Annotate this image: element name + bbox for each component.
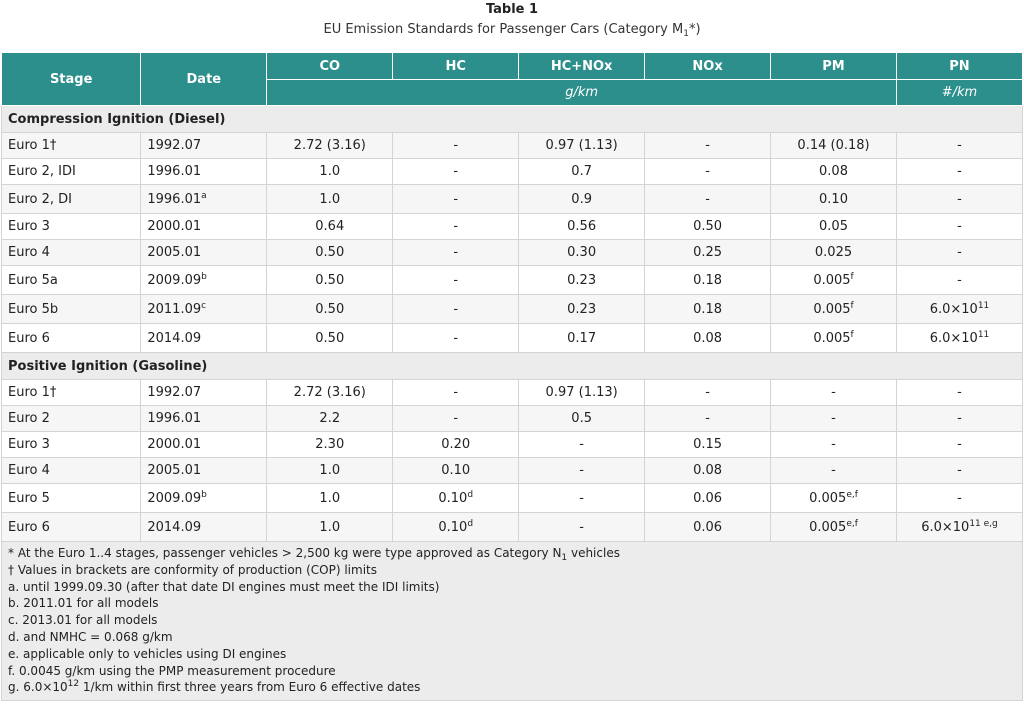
- header-pn: PN: [896, 53, 1022, 80]
- cell-stage: [2, 406, 141, 432]
- cell-nox: [645, 185, 771, 214]
- cell-pm-value: 0.005: [813, 272, 851, 288]
- cell-nox-value: 0.08: [693, 463, 723, 478]
- cell-nox: [645, 406, 771, 432]
- cell-nox-value: -: [705, 138, 710, 153]
- cell-hc-nox: [519, 295, 645, 324]
- cell-stage-value: Euro 1†: [8, 385, 57, 400]
- cell-hc-nox-value: 0.56: [567, 219, 597, 234]
- cell-co-value: 1.0: [319, 463, 341, 478]
- cell-date: [141, 324, 267, 353]
- cell-date: [141, 185, 267, 214]
- cell-hc-nox: [519, 513, 645, 542]
- cell-nox: [645, 295, 771, 324]
- cell-stage: [2, 214, 141, 240]
- cell-pm-value: 0.05: [819, 219, 848, 234]
- cell-date-value: 2000.01: [147, 437, 202, 452]
- cell-hc-value: -: [453, 245, 459, 260]
- cell-stage: [2, 432, 141, 458]
- cell-hc-nox: [519, 406, 645, 432]
- cell-pn-value: -: [957, 138, 962, 153]
- table-row: [2, 133, 1023, 159]
- cell-hc-value: -: [453, 330, 459, 346]
- cell-hc: [393, 324, 519, 353]
- cell-nox-value: 0.08: [693, 330, 723, 346]
- cell-pn-value: 6.0×10: [929, 301, 978, 317]
- cell-hc-nox: [519, 214, 645, 240]
- footnote-text: b. 2011.01 for all models: [8, 596, 159, 611]
- cell-hc-nox: [519, 380, 645, 406]
- cell-pn: [896, 380, 1022, 406]
- cell-nox-value: 0.06: [693, 490, 723, 506]
- cell-date-value: 2005.01: [147, 245, 202, 260]
- table-row: [2, 458, 1023, 484]
- cell-hc: [393, 380, 519, 406]
- cell-nox-value: -: [705, 385, 710, 400]
- cell-stage-value: Euro 2: [8, 411, 50, 426]
- cell-pn: [896, 266, 1022, 295]
- cell-hc-nox-value: -: [579, 519, 584, 535]
- footnote: [8, 595, 1016, 612]
- cell-co: [267, 240, 393, 266]
- cell-date-value: 1992.07: [147, 385, 202, 400]
- emission-standards-table: [1, 52, 1023, 701]
- cell-pn-value: -: [957, 272, 962, 288]
- cell-date-value: 2009.09: [147, 490, 202, 506]
- cell-co: [267, 295, 393, 324]
- cell-co: [267, 266, 393, 295]
- cell-pn: [896, 295, 1022, 324]
- cell-hc-value: -: [453, 411, 459, 426]
- cell-co-value: 1.0: [319, 490, 341, 506]
- cell-hc-value: -: [453, 191, 459, 207]
- cell-co-value: 1.0: [319, 519, 341, 535]
- cell-hc-value: 0.10: [441, 463, 471, 478]
- cell-hc-nox: [519, 484, 645, 513]
- cell-pm: [771, 214, 897, 240]
- header-stage: Stage: [2, 53, 141, 106]
- cell-pm-value: 0.005: [813, 330, 851, 346]
- header-nox: NOx: [645, 53, 771, 80]
- cell-pm-footnote-mark: e,f: [846, 489, 858, 500]
- cell-pm-value: 0.025: [814, 245, 853, 260]
- cell-stage-value: Euro 5b: [8, 301, 59, 317]
- cell-pm-footnote-mark: f: [850, 271, 854, 282]
- cell-hc-nox-value: 0.7: [571, 164, 592, 179]
- header-date: Date: [141, 53, 267, 106]
- subtitle-text: EU Emission Standards for Passenger Cars (Category M: [323, 22, 684, 37]
- group-row: [2, 353, 1023, 380]
- table-body: [2, 106, 1023, 542]
- cell-stage: [2, 159, 141, 185]
- cell-pn: [896, 484, 1022, 513]
- footnote: [8, 646, 1016, 663]
- cell-hc-nox-value: 0.97 (1.13): [545, 138, 618, 153]
- cell-pn: [896, 432, 1022, 458]
- cell-hc: [393, 266, 519, 295]
- footnote-text: * At the Euro 1..4 stages, passenger vehicles > 2,500 kg were type approved as Category N: [8, 546, 562, 560]
- table-row: [2, 266, 1023, 295]
- cell-pm-footnote-mark: f: [850, 329, 854, 340]
- cell-hc: [393, 214, 519, 240]
- cell-hc-nox-value: 0.5: [571, 411, 592, 426]
- cell-stage: [2, 380, 141, 406]
- cell-stage-value: Euro 6: [8, 330, 50, 346]
- footnote-text: f. 0.0045 g/km using the PMP measurement procedure: [8, 663, 336, 678]
- cell-co: [267, 133, 393, 159]
- cell-stage-value: Euro 5: [8, 490, 50, 506]
- table-row: [2, 295, 1023, 324]
- cell-stage: [2, 133, 141, 159]
- footnote-text: g. 6.0×10: [8, 680, 68, 695]
- cell-pn-value: -: [957, 463, 962, 478]
- cell-nox-value: -: [705, 191, 710, 207]
- cell-pn: [896, 133, 1022, 159]
- table-row: [2, 240, 1023, 266]
- cell-date-value: 2014.09: [147, 330, 202, 346]
- cell-hc: [393, 484, 519, 513]
- cell-co-value: 1.0: [319, 164, 341, 179]
- cell-date: [141, 214, 267, 240]
- cell-hc-nox: [519, 266, 645, 295]
- cell-pn-value: 6.0×10: [929, 330, 978, 346]
- cell-stage-value: Euro 4: [8, 463, 50, 478]
- cell-pn: [896, 159, 1022, 185]
- cell-pm-value: -: [831, 411, 836, 426]
- footnote-text: d. and NMHC = 0.068 g/km: [8, 629, 173, 644]
- cell-hc-value: 0.10: [438, 519, 468, 535]
- cell-date-footnote-mark: c: [201, 300, 207, 311]
- table-row: [2, 159, 1023, 185]
- cell-pm: [771, 484, 897, 513]
- cell-co: [267, 458, 393, 484]
- cell-nox: [645, 133, 771, 159]
- cell-co-value: 0.50: [315, 272, 345, 288]
- cell-co-value: 0.50: [315, 330, 345, 346]
- cell-hc-value: -: [453, 138, 459, 153]
- cell-date: [141, 458, 267, 484]
- cell-pm: [771, 240, 897, 266]
- subtitle-subscript: 1: [683, 29, 689, 39]
- cell-pm: [771, 185, 897, 214]
- cell-nox: [645, 324, 771, 353]
- table-row: [2, 513, 1023, 542]
- cell-pn-value: -: [957, 385, 962, 400]
- cell-pn: [896, 324, 1022, 353]
- cell-date-value: 2011.09: [147, 301, 202, 317]
- header-pm: PM: [771, 53, 897, 80]
- cell-date-footnote-mark: b: [201, 489, 207, 500]
- cell-co: [267, 432, 393, 458]
- cell-co-value: 0.64: [315, 219, 345, 234]
- cell-nox: [645, 214, 771, 240]
- cell-stage: [2, 484, 141, 513]
- cell-nox-value: -: [705, 411, 710, 426]
- cell-co: [267, 513, 393, 542]
- cell-hc-nox: [519, 159, 645, 185]
- cell-hc-value: 0.10: [438, 490, 468, 506]
- cell-pn-footnote-mark: 11: [977, 300, 990, 311]
- cell-date-value: 2005.01: [147, 463, 202, 478]
- cell-nox: [645, 240, 771, 266]
- cell-stage-value: Euro 3: [8, 437, 50, 452]
- cell-pn: [896, 406, 1022, 432]
- cell-stage: [2, 458, 141, 484]
- cell-stage: [2, 185, 141, 214]
- header-hc: HC: [393, 53, 519, 80]
- header-unit-gkm: g/km: [267, 80, 897, 106]
- cell-pn: [896, 513, 1022, 542]
- group-label: Positive Ignition (Gasoline): [2, 353, 1023, 380]
- footnote-subscript: 1: [561, 553, 568, 563]
- cell-nox: [645, 458, 771, 484]
- table-header: [2, 53, 1023, 106]
- footnote: [8, 562, 1016, 579]
- cell-pn-footnote-mark: 11 e,g: [969, 518, 998, 529]
- footnotes-cell: [2, 542, 1023, 701]
- cell-stage-value: Euro 5a: [8, 272, 58, 288]
- cell-hc: [393, 240, 519, 266]
- cell-pm-value: 0.14 (0.18): [797, 138, 870, 153]
- cell-pm-value: -: [831, 385, 836, 400]
- cell-nox-value: 0.15: [693, 437, 723, 452]
- cell-hc-footnote-mark: d: [467, 489, 474, 500]
- cell-hc-nox-value: -: [579, 437, 584, 452]
- cell-date: [141, 406, 267, 432]
- cell-hc-nox-value: 0.23: [567, 272, 597, 288]
- cell-pn-value: -: [957, 191, 962, 207]
- table-row: [2, 214, 1023, 240]
- table-row: [2, 406, 1023, 432]
- cell-co: [267, 185, 393, 214]
- cell-stage-value: Euro 1†: [8, 138, 57, 153]
- cell-pn-footnote-mark: 11: [977, 329, 990, 340]
- cell-date: [141, 159, 267, 185]
- footnote: [8, 545, 1016, 562]
- cell-pm-value: -: [831, 437, 836, 452]
- cell-hc: [393, 513, 519, 542]
- group-label: Compression Ignition (Diesel): [2, 106, 1023, 133]
- cell-co: [267, 324, 393, 353]
- cell-date: [141, 240, 267, 266]
- cell-stage: [2, 240, 141, 266]
- cell-pn-value: -: [957, 219, 962, 234]
- cell-co: [267, 214, 393, 240]
- cell-co-value: 2.30: [315, 437, 345, 452]
- cell-hc-nox: [519, 240, 645, 266]
- cell-pn: [896, 214, 1022, 240]
- cell-co-value: 1.0: [319, 191, 341, 207]
- footnote-superscript: 12: [67, 679, 80, 690]
- cell-hc-nox-value: 0.30: [567, 245, 597, 260]
- cell-stage-value: Euro 6: [8, 519, 50, 535]
- group-row: [2, 106, 1023, 133]
- cell-hc: [393, 458, 519, 484]
- table-row: [2, 324, 1023, 353]
- footnote: [8, 663, 1016, 680]
- cell-pm: [771, 133, 897, 159]
- cell-hc-value: -: [453, 301, 459, 317]
- cell-pn: [896, 458, 1022, 484]
- cell-date: [141, 513, 267, 542]
- footnote-tail: 1/km within first three years from Euro 6 effective dates: [79, 680, 421, 695]
- cell-pm: [771, 380, 897, 406]
- cell-pn-value: -: [957, 490, 962, 506]
- cell-nox: [645, 380, 771, 406]
- cell-pn-value: -: [957, 411, 962, 426]
- cell-hc-nox: [519, 458, 645, 484]
- cell-hc-nox-value: 0.23: [567, 301, 597, 317]
- cell-stage-value: Euro 2, IDI: [8, 164, 76, 179]
- cell-hc: [393, 295, 519, 324]
- cell-pn-value: -: [957, 245, 962, 260]
- cell-hc-value: -: [453, 219, 459, 234]
- table-row: [2, 380, 1023, 406]
- cell-nox: [645, 513, 771, 542]
- cell-pm-value: -: [831, 463, 836, 478]
- cell-pm: [771, 324, 897, 353]
- cell-date: [141, 484, 267, 513]
- cell-hc-value: -: [453, 385, 459, 400]
- cell-pn: [896, 240, 1022, 266]
- cell-stage: [2, 295, 141, 324]
- cell-date-value: 2000.01: [147, 219, 202, 234]
- cell-co: [267, 406, 393, 432]
- header-hc-nox: HC+NOx: [519, 53, 645, 80]
- cell-stage: [2, 513, 141, 542]
- footnote-text: † Values in brackets are conformity of production (COP) limits: [8, 562, 377, 577]
- cell-co-value: 0.50: [315, 301, 345, 317]
- subtitle-suffix: *): [688, 22, 701, 37]
- cell-pm-value: 0.005: [813, 301, 851, 317]
- cell-nox-value: 0.06: [693, 519, 723, 535]
- cell-nox-value: 0.50: [693, 219, 723, 234]
- cell-hc-nox-value: 0.97 (1.13): [545, 385, 618, 400]
- cell-stage-value: Euro 4: [8, 245, 50, 260]
- footnote-text: c. 2013.01 for all models: [8, 613, 158, 628]
- cell-hc-nox-value: 0.9: [571, 191, 592, 207]
- cell-hc-nox-value: 0.17: [567, 330, 597, 346]
- cell-hc-nox: [519, 133, 645, 159]
- cell-date: [141, 133, 267, 159]
- cell-hc-nox: [519, 432, 645, 458]
- cell-nox-value: 0.18: [693, 272, 723, 288]
- cell-date-footnote-mark: b: [201, 271, 207, 282]
- cell-date: [141, 295, 267, 324]
- cell-nox: [645, 159, 771, 185]
- cell-nox-value: -: [705, 164, 710, 179]
- cell-co: [267, 380, 393, 406]
- cell-hc: [393, 185, 519, 214]
- cell-date: [141, 266, 267, 295]
- cell-pm-value: 0.10: [819, 191, 848, 207]
- cell-nox-value: 0.18: [693, 301, 723, 317]
- cell-pn-value: -: [957, 437, 962, 452]
- cell-stage: [2, 324, 141, 353]
- table-subtitle: [0, 18, 1024, 42]
- header-unit-pn: #/km: [896, 80, 1022, 106]
- table-row: [2, 432, 1023, 458]
- cell-co-value: 2.72 (3.16): [293, 385, 366, 400]
- cell-hc-nox-value: -: [579, 463, 584, 478]
- cell-hc-nox-value: -: [579, 490, 584, 506]
- cell-date-value: 1992.07: [147, 138, 202, 153]
- footnote-text: a. until 1999.09.30 (after that date DI engines must meet the IDI limits): [8, 579, 440, 594]
- table-title-block: [0, 0, 1024, 52]
- cell-date-value: 1996.01: [147, 411, 202, 426]
- header-co: CO: [267, 53, 393, 80]
- cell-stage: [2, 266, 141, 295]
- cell-co-value: 0.50: [315, 245, 345, 260]
- cell-nox-value: 0.25: [693, 245, 723, 260]
- footnote-tail: vehicles: [567, 546, 620, 560]
- cell-pm-value: 0.005: [809, 519, 847, 535]
- cell-date: [141, 432, 267, 458]
- cell-hc: [393, 406, 519, 432]
- footnote-text: e. applicable only to vehicles using DI engines: [8, 646, 287, 661]
- cell-hc-footnote-mark: d: [467, 518, 474, 529]
- cell-hc-nox: [519, 324, 645, 353]
- cell-date-value: 1996.01: [147, 164, 202, 179]
- cell-hc-value: -: [453, 164, 459, 179]
- cell-pm-value: 0.08: [819, 164, 848, 179]
- cell-pm: [771, 513, 897, 542]
- cell-pm-footnote-mark: e,f: [846, 518, 858, 529]
- cell-stage-value: Euro 2, DI: [8, 191, 72, 207]
- cell-pm: [771, 266, 897, 295]
- cell-co-value: 2.72 (3.16): [293, 138, 366, 153]
- cell-pm-footnote-mark: f: [850, 300, 854, 311]
- footnote: [8, 629, 1016, 646]
- cell-pm: [771, 458, 897, 484]
- cell-pm: [771, 295, 897, 324]
- cell-pm: [771, 159, 897, 185]
- cell-hc: [393, 159, 519, 185]
- cell-nox: [645, 484, 771, 513]
- footnote: [8, 679, 1016, 696]
- footnote: [8, 579, 1016, 596]
- cell-co-value: 2.2: [319, 411, 341, 426]
- cell-hc-value: -: [453, 272, 459, 288]
- cell-co: [267, 484, 393, 513]
- cell-date-value: 2009.09: [147, 272, 202, 288]
- cell-hc: [393, 432, 519, 458]
- cell-pm: [771, 406, 897, 432]
- cell-pn: [896, 185, 1022, 214]
- footnote: [8, 612, 1016, 629]
- cell-date-value: 2014.09: [147, 519, 202, 535]
- cell-pm-value: 0.005: [809, 490, 847, 506]
- table-row: [2, 185, 1023, 214]
- cell-hc-value: 0.20: [441, 437, 471, 452]
- cell-stage-value: Euro 3: [8, 219, 50, 234]
- cell-hc: [393, 133, 519, 159]
- table-caption: Table 1: [485, 2, 539, 17]
- cell-co: [267, 159, 393, 185]
- cell-nox: [645, 432, 771, 458]
- cell-pn-value: 6.0×10: [921, 519, 970, 535]
- table-footnotes: [2, 542, 1023, 701]
- cell-hc-nox: [519, 185, 645, 214]
- cell-date-footnote-mark: a: [201, 190, 207, 201]
- table-row: [2, 484, 1023, 513]
- cell-pn-value: -: [957, 164, 962, 179]
- cell-nox: [645, 266, 771, 295]
- cell-date-value: 1996.01: [147, 191, 202, 207]
- cell-pm: [771, 432, 897, 458]
- cell-date: [141, 380, 267, 406]
